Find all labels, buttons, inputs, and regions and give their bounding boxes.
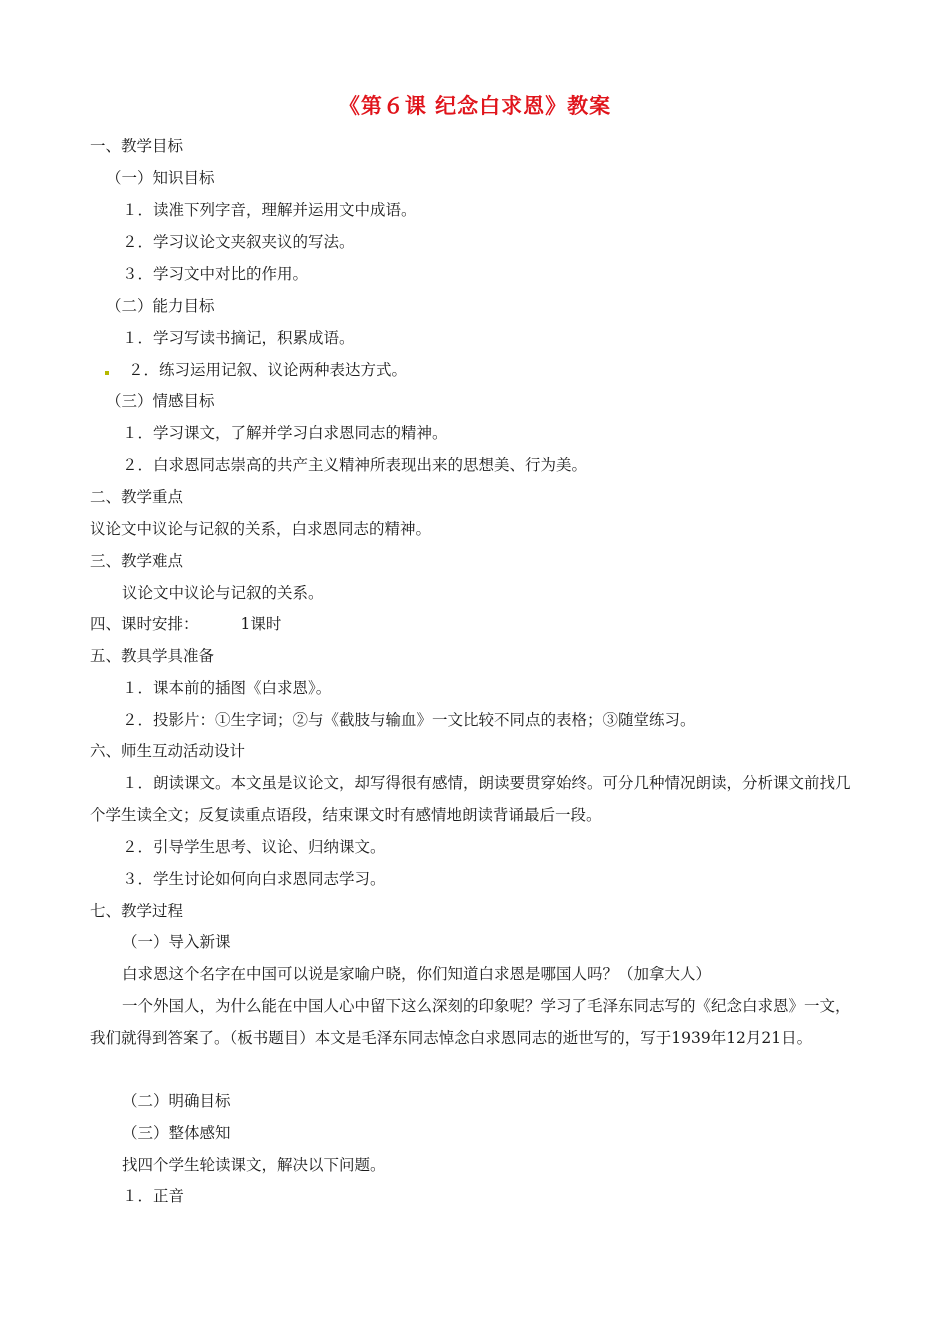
- intro-text: 一个外国人，为什么能在中国人心中留下这么深刻的印象呢？学习了毛泽东同志写的《纪念白求恩》一文，我们就得到答案了。（板书题目）本文是毛泽东同志悼念白求恩同志的逝世写的，写于1939年12月21日。: [90, 997, 851, 1047]
- subheading-knowledge: （一）知识目标: [106, 169, 215, 187]
- section-heading-process: 七、教学过程: [90, 902, 184, 920]
- list-item: ３．学生讨论如何向白求恩同志学习。: [122, 870, 386, 888]
- list-item: １．读准下列字音，理解并运用文中成语。: [122, 201, 417, 219]
- subheading-overall: （三）整体感知: [122, 1124, 231, 1142]
- schedule-label: 四、课时安排：: [90, 615, 199, 633]
- section-heading-schedule: [90, 614, 281, 634]
- subheading-goal: （二）明确目标: [122, 1092, 231, 1110]
- list-item: １．学习写读书摘记，积累成语。: [122, 329, 355, 347]
- list-item: １．学习课文，了解并学习白求恩同志的精神。: [122, 424, 448, 442]
- section-heading-objectives: 一、教学目标: [90, 137, 184, 155]
- overall-paragraph: 找四个学生轮读课文，解决以下问题。: [122, 1156, 386, 1174]
- section-heading-materials: 五、教具学具准备: [90, 647, 215, 665]
- list-item: １．课本前的插图《白求恩》。: [122, 679, 332, 697]
- margin-dot-mark: [105, 371, 109, 375]
- section-heading-key-points: 二、教学重点: [90, 488, 184, 506]
- list-item: ２．白求恩同志崇高的共产主义精神所表现出来的思想美、行为美。: [122, 456, 588, 474]
- schedule-value: 1课时: [240, 615, 282, 633]
- list-item: ３．学习文中对比的作用。: [122, 265, 309, 283]
- intro-paragraph-2: [90, 990, 860, 1054]
- activity-text: １．朗读课文。本文虽是议论文，却写得很有感情，朗读要贯穿始终。可分几种情况朗读，分析课文前找几个学生读全文；反复读重点语段，结束课文时有感情地朗读背诵最后一段。: [90, 774, 851, 824]
- section-heading-activities: 六、师生互动活动设计: [90, 742, 246, 760]
- section-heading-difficulty: 三、教学难点: [90, 552, 184, 570]
- key-points-text: 议论文中议论与记叙的关系，白求恩同志的精神。: [90, 520, 432, 538]
- list-item: ２．投影片：①生字词；②与《截肢与输血》一文比较不同点的表格；③随堂练习。: [122, 711, 696, 729]
- list-item: ２．学习议论文夹叙夹议的写法。: [122, 233, 355, 251]
- list-item: １．正音: [122, 1187, 185, 1205]
- difficulty-text: 议论文中议论与记叙的关系。: [122, 584, 324, 602]
- subheading-emotion: （三）情感目标: [106, 392, 215, 410]
- list-item: ２．练习运用记叙、议论两种表达方式。: [128, 361, 408, 379]
- subheading-intro: （一）导入新课: [122, 933, 231, 951]
- list-item: ２．引导学生思考、议论、归纳课文。: [122, 838, 386, 856]
- activity-paragraph: [90, 767, 860, 831]
- document-title: 《第６课 纪念白求恩》教案: [338, 94, 612, 118]
- intro-paragraph: 白求恩这个名字在中国可以说是家喻户晓，你们知道白求恩是哪国人吗？（加拿大人）: [122, 965, 712, 983]
- subheading-ability: （二）能力目标: [106, 297, 215, 315]
